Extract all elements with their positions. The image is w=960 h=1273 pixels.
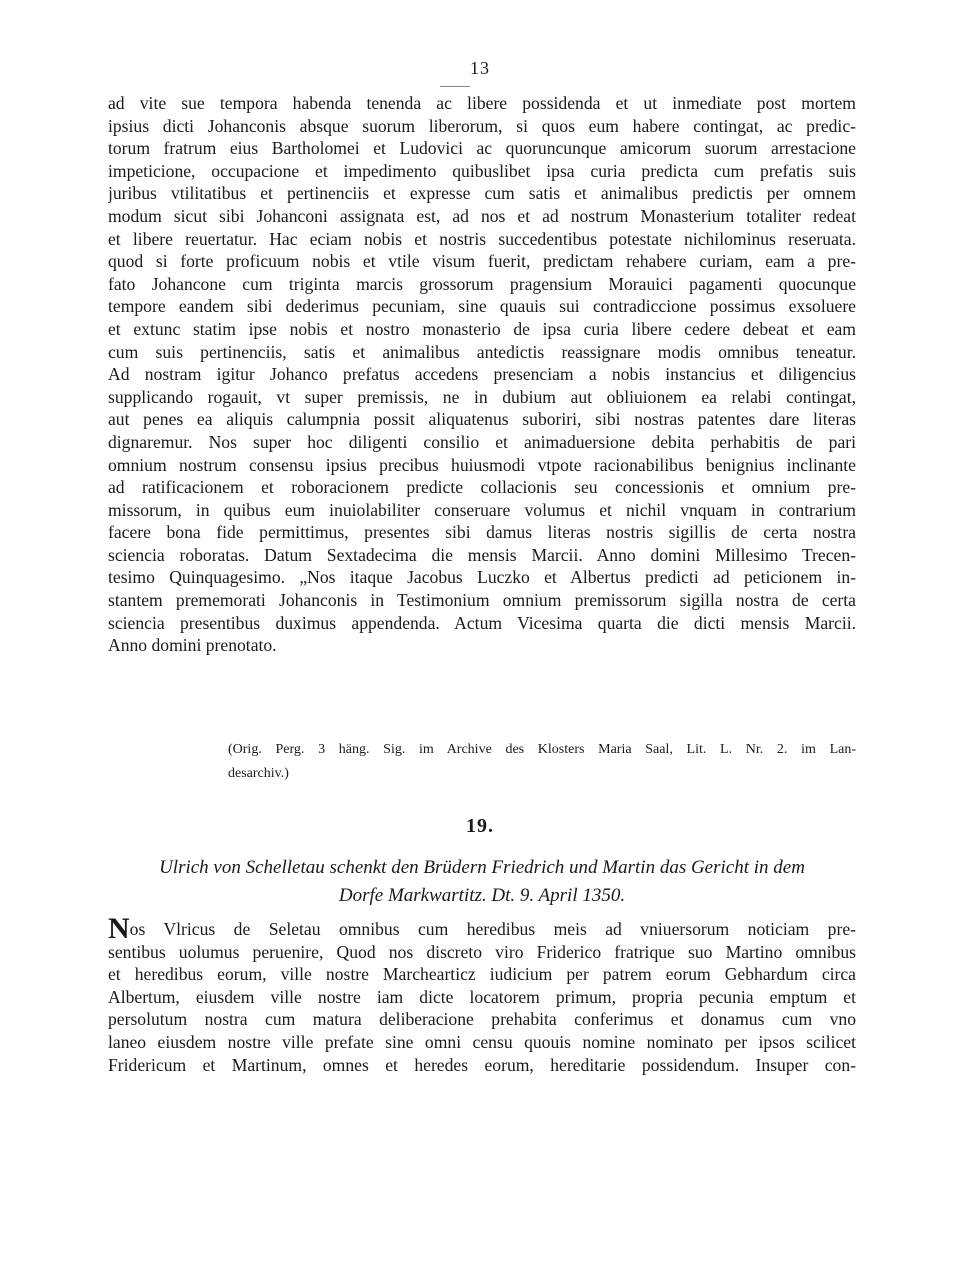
text-line: ipsius dicti Johanconis absque suorum liberorum, si quos eum habere contingat, ac predic- xyxy=(108,115,856,136)
source-note-line: desarchiv.) xyxy=(228,766,289,781)
heading-line: Dorfe Markwartitz. Dt. 9. April 1350. xyxy=(338,885,626,906)
page-number: 13 xyxy=(470,58,490,78)
text-line: ad vite sue tempora habenda tenenda ac libere possidenda et ut inmediate post mortem xyxy=(108,93,856,113)
drop-cap: N xyxy=(108,918,130,941)
text-line: dignaremur. Nos super hoc diligenti consilio et animaduersione debita perhabitis de pari xyxy=(108,431,856,452)
text-line: impeticione, occupacione et impedimento quibuslibet ipsa curia predicta cum prefatis suis xyxy=(108,160,856,181)
text-line: Fridericum et Martinum, omnes et heredes eorum, hereditarie possidendum. Insuper con- xyxy=(108,1054,856,1075)
text-line: modum sicut sibi Johanconi assignata est, ad nos et ad nostrum Monasterium totaliter redeat xyxy=(108,205,856,226)
text-line: supplicando rogauit, vt super premissis, ne in dubium aut obliuionem ea relabi contingat, xyxy=(108,386,856,407)
text-line: Anno domini prenotato. xyxy=(108,635,277,656)
second-text-block xyxy=(108,918,856,1076)
source-note xyxy=(228,738,856,786)
text-line: sciencia presentibus duximus appendenda. Actum Vicesima quarta die dicti mensis Marcii. xyxy=(108,612,856,633)
text-line-first xyxy=(108,918,856,941)
first-line-rest: os Vlricus de Seletau omnibus cum heredibus meis ad vniuersorum noticiam pre- xyxy=(129,919,856,939)
text-line: sciencia roboratas. Datum Sextadecima die mensis Marcii. Anno domini Millesimo Trecen- xyxy=(108,544,856,565)
text-line: facere bona fide permittimus, presentes sibi damus literas nostris sigillis de certa nostra xyxy=(108,522,856,543)
text-line: aut penes ea aliquis calumpnia possit aliquatenus suboriri, sibi nostras patentes dare literas xyxy=(108,409,856,430)
text-line: juribus vtilitatibus et pertinenciis et expresse cum satis et animalibus predictis per omnem xyxy=(108,183,856,204)
page-number-rule xyxy=(440,86,470,87)
text-line: ad ratificacionem et roboracionem predicte collacionis seu concessionis et omnium pre- xyxy=(108,477,856,498)
text-line: torum fratrum eius Bartholomei et Ludovici ac quoruncunque amicorum suorum arrestacione xyxy=(108,138,856,159)
document-heading xyxy=(108,854,856,910)
main-text-block xyxy=(108,92,856,657)
text-line: tempore eandem sibi dederimus pecuniam, sine quauis sui contradiccione possimus exsoluere xyxy=(108,296,856,317)
text-line: fato Johancone cum triginta marcis grossorum pragensium Morauici pagamenti quocunque xyxy=(108,273,856,294)
text-line: omnium nostrum consensu ipsius precibus huiusmodi vtpote racionabilibus benignius inclinante xyxy=(108,454,856,475)
text-line: et extunc statim ipse nobis et nostro monasterio de ipsa curia libere cedere debeat et eam xyxy=(108,318,856,339)
text-line: laneo eiusdem nostre ville prefate sine omni censu quouis nomine nominato per ipsos scilicet xyxy=(108,1031,856,1052)
text-line: stantem prememorati Johanconis in Testimonium omnium premissorum sigilla nostra de certa xyxy=(108,590,856,611)
text-line: sentibus uolumus peruenire, Quod nos discreto viro Friderico fratrique suo Martino omnibus xyxy=(108,941,856,962)
text-line: persolutum nostra cum matura deliberacione prehabita conferimus et donamus cum vno xyxy=(108,1009,856,1030)
text-line: Albertum, eiusdem ville nostre iam dicte locatorem primum, propria pecunia emptum et xyxy=(108,986,856,1007)
heading-line: Ulrich von Schelletau schenkt den Brüdern Friedrich und Martin das Gericht in dem xyxy=(159,857,805,878)
source-note-line: (Orig. Perg. 3 häng. Sig. im Archive des Klosters Maria Saal, Lit. L. Nr. 2. im Lan- xyxy=(228,742,856,757)
text-line: missorum, in quibus eum inuiolabiliter conseruare volumus et nichil vnquam in contrarium xyxy=(108,499,856,520)
document-number: 19. xyxy=(466,815,494,837)
text-line: cum suis pertinenciis, satis et animalibus antedictis reassignare modis omnibus teneatur. xyxy=(108,341,856,362)
text-line: quod si forte proficuum nobis et vtile visum fuerit, predictam rehabere curiam, eam a pre- xyxy=(108,251,856,272)
text-line: tesimo Quinquagesimo. „Nos itaque Jacobus Luczko et Albertus predicti ad peticionem in- xyxy=(108,567,856,588)
text-line: et heredibus eorum, ville nostre Marchearticz iudicium per patrem eorum Gebhardum circa xyxy=(108,964,856,985)
text-line: Ad nostram igitur Johanco prefatus accedens presenciam a nobis instancius et diligencius xyxy=(108,364,856,385)
text-line: et libere reuertatur. Hac eciam nobis et nostris succedentibus potestate nichilominus reseruata. xyxy=(108,228,856,249)
